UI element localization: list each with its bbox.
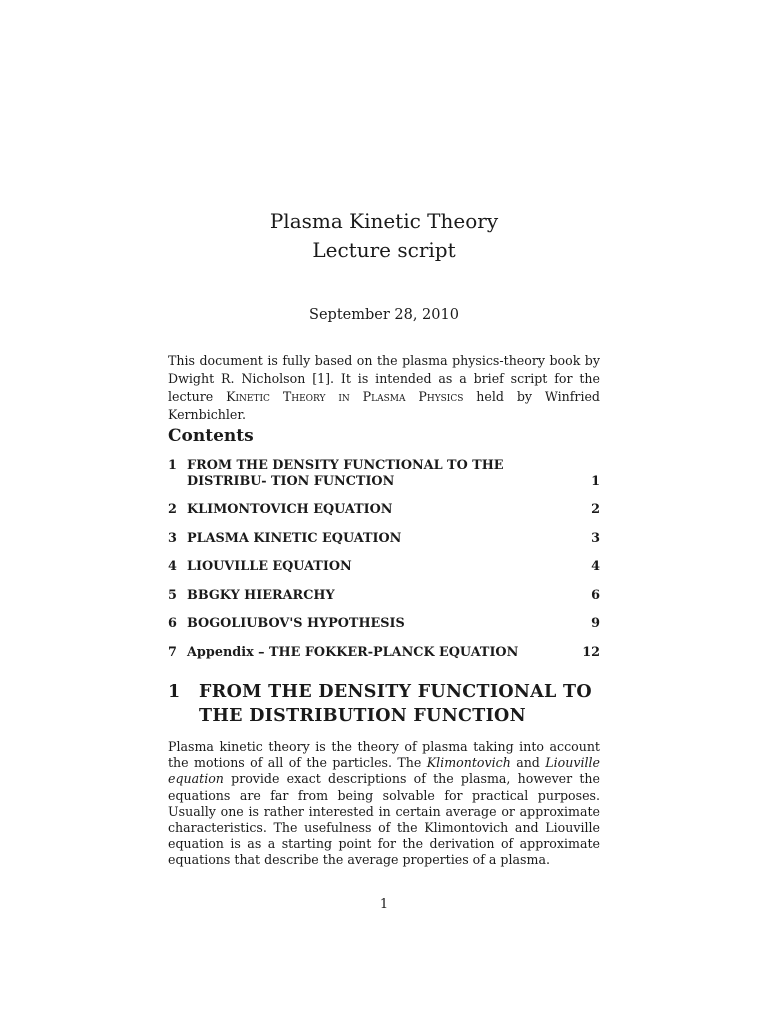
toc-entry-page: 4	[591, 559, 600, 574]
toc-entry-3[interactable]	[168, 531, 600, 547]
toc-entry-number: 7	[168, 644, 177, 660]
page-number: 1	[379, 897, 389, 912]
paragraph-text-3: provide exact descriptions of the plasma, however the equations are far from being solvable for practical purposes. Usually one is rather interested in certain average or approximate characteristics. The usefulness of the Klimontovich and Liouville equation is as a starting point for the derivation of approximate equations that describe the average properties of a plasma.	[168, 771, 600, 868]
contents-heading: Contents	[168, 426, 254, 446]
toc-entry-number: 1	[168, 458, 177, 473]
toc-entry-6[interactable]	[168, 616, 600, 632]
toc-entry-page: 2	[591, 502, 600, 517]
toc-entry-page: 9	[591, 616, 600, 631]
toc-entry-number: 6	[168, 616, 177, 631]
abstract-paragraph	[168, 352, 600, 424]
table-of-contents	[168, 458, 600, 661]
toc-entry-4[interactable]	[168, 559, 600, 575]
toc-entry-title: BOGOLIUBOV'S HYPOTHESIS	[187, 616, 405, 631]
section-1-paragraph	[168, 739, 600, 869]
toc-entry-title: PLASMA KINETIC EQUATION	[187, 530, 402, 546]
title-block	[0, 207, 768, 265]
document-subtitle: Lecture script	[312, 238, 456, 262]
paragraph-text-2: and	[510, 755, 546, 771]
toc-entry-2[interactable]	[168, 502, 600, 518]
section-number: 1	[168, 682, 181, 702]
document-date: September 28, 2010	[309, 307, 459, 323]
toc-entry-5[interactable]	[168, 588, 600, 604]
section-title: FROM THE DENSITY FUNCTIONAL TO THE DISTRIBUTION FUNCTION	[199, 682, 592, 726]
toc-entry-number: 5	[168, 587, 177, 603]
toc-entry-7[interactable]	[168, 645, 600, 661]
toc-entry-page: 12	[582, 644, 600, 660]
toc-entry-number: 2	[168, 502, 177, 517]
toc-entry-page: 3	[591, 530, 600, 546]
abstract-text-1: This document is fully based on the plasma physics-theory book by Dwight R. Nicholson [1]. It is intended as a brief script for the lecture	[168, 353, 600, 404]
emphasis-klimontovich: Klimontovich	[426, 755, 511, 771]
toc-entry-title: FROM THE DENSITY FUNCTIONAL TO THE DISTRIBU- TION FUNCTION	[187, 458, 504, 489]
toc-entry-page: 6	[591, 587, 600, 603]
lecture-name: Kinetic Theory in Plasma Physics	[226, 389, 464, 404]
abstract-text-2: held by Winfried Kernbichler.	[168, 389, 600, 422]
document-title: Plasma Kinetic Theory	[269, 209, 499, 233]
toc-entry-title: KLIMONTOVICH EQUATION	[187, 502, 393, 517]
emphasis-liouville: Liouville equation	[168, 755, 600, 787]
toc-entry-title: Appendix – THE FOKKER-PLANCK EQUATION	[187, 644, 519, 660]
toc-entry-page: 1	[591, 474, 600, 489]
paragraph-text-1: Plasma kinetic theory is the theory of plasma taking into account the motions of all of the particles. The	[168, 739, 600, 771]
toc-entry-1[interactable]	[168, 458, 600, 490]
toc-entry-number: 3	[168, 530, 177, 546]
toc-entry-title: BBGKY HIERARCHY	[187, 587, 335, 603]
toc-entry-number: 4	[168, 559, 177, 574]
toc-entry-title: LIOUVILLE EQUATION	[187, 559, 352, 574]
